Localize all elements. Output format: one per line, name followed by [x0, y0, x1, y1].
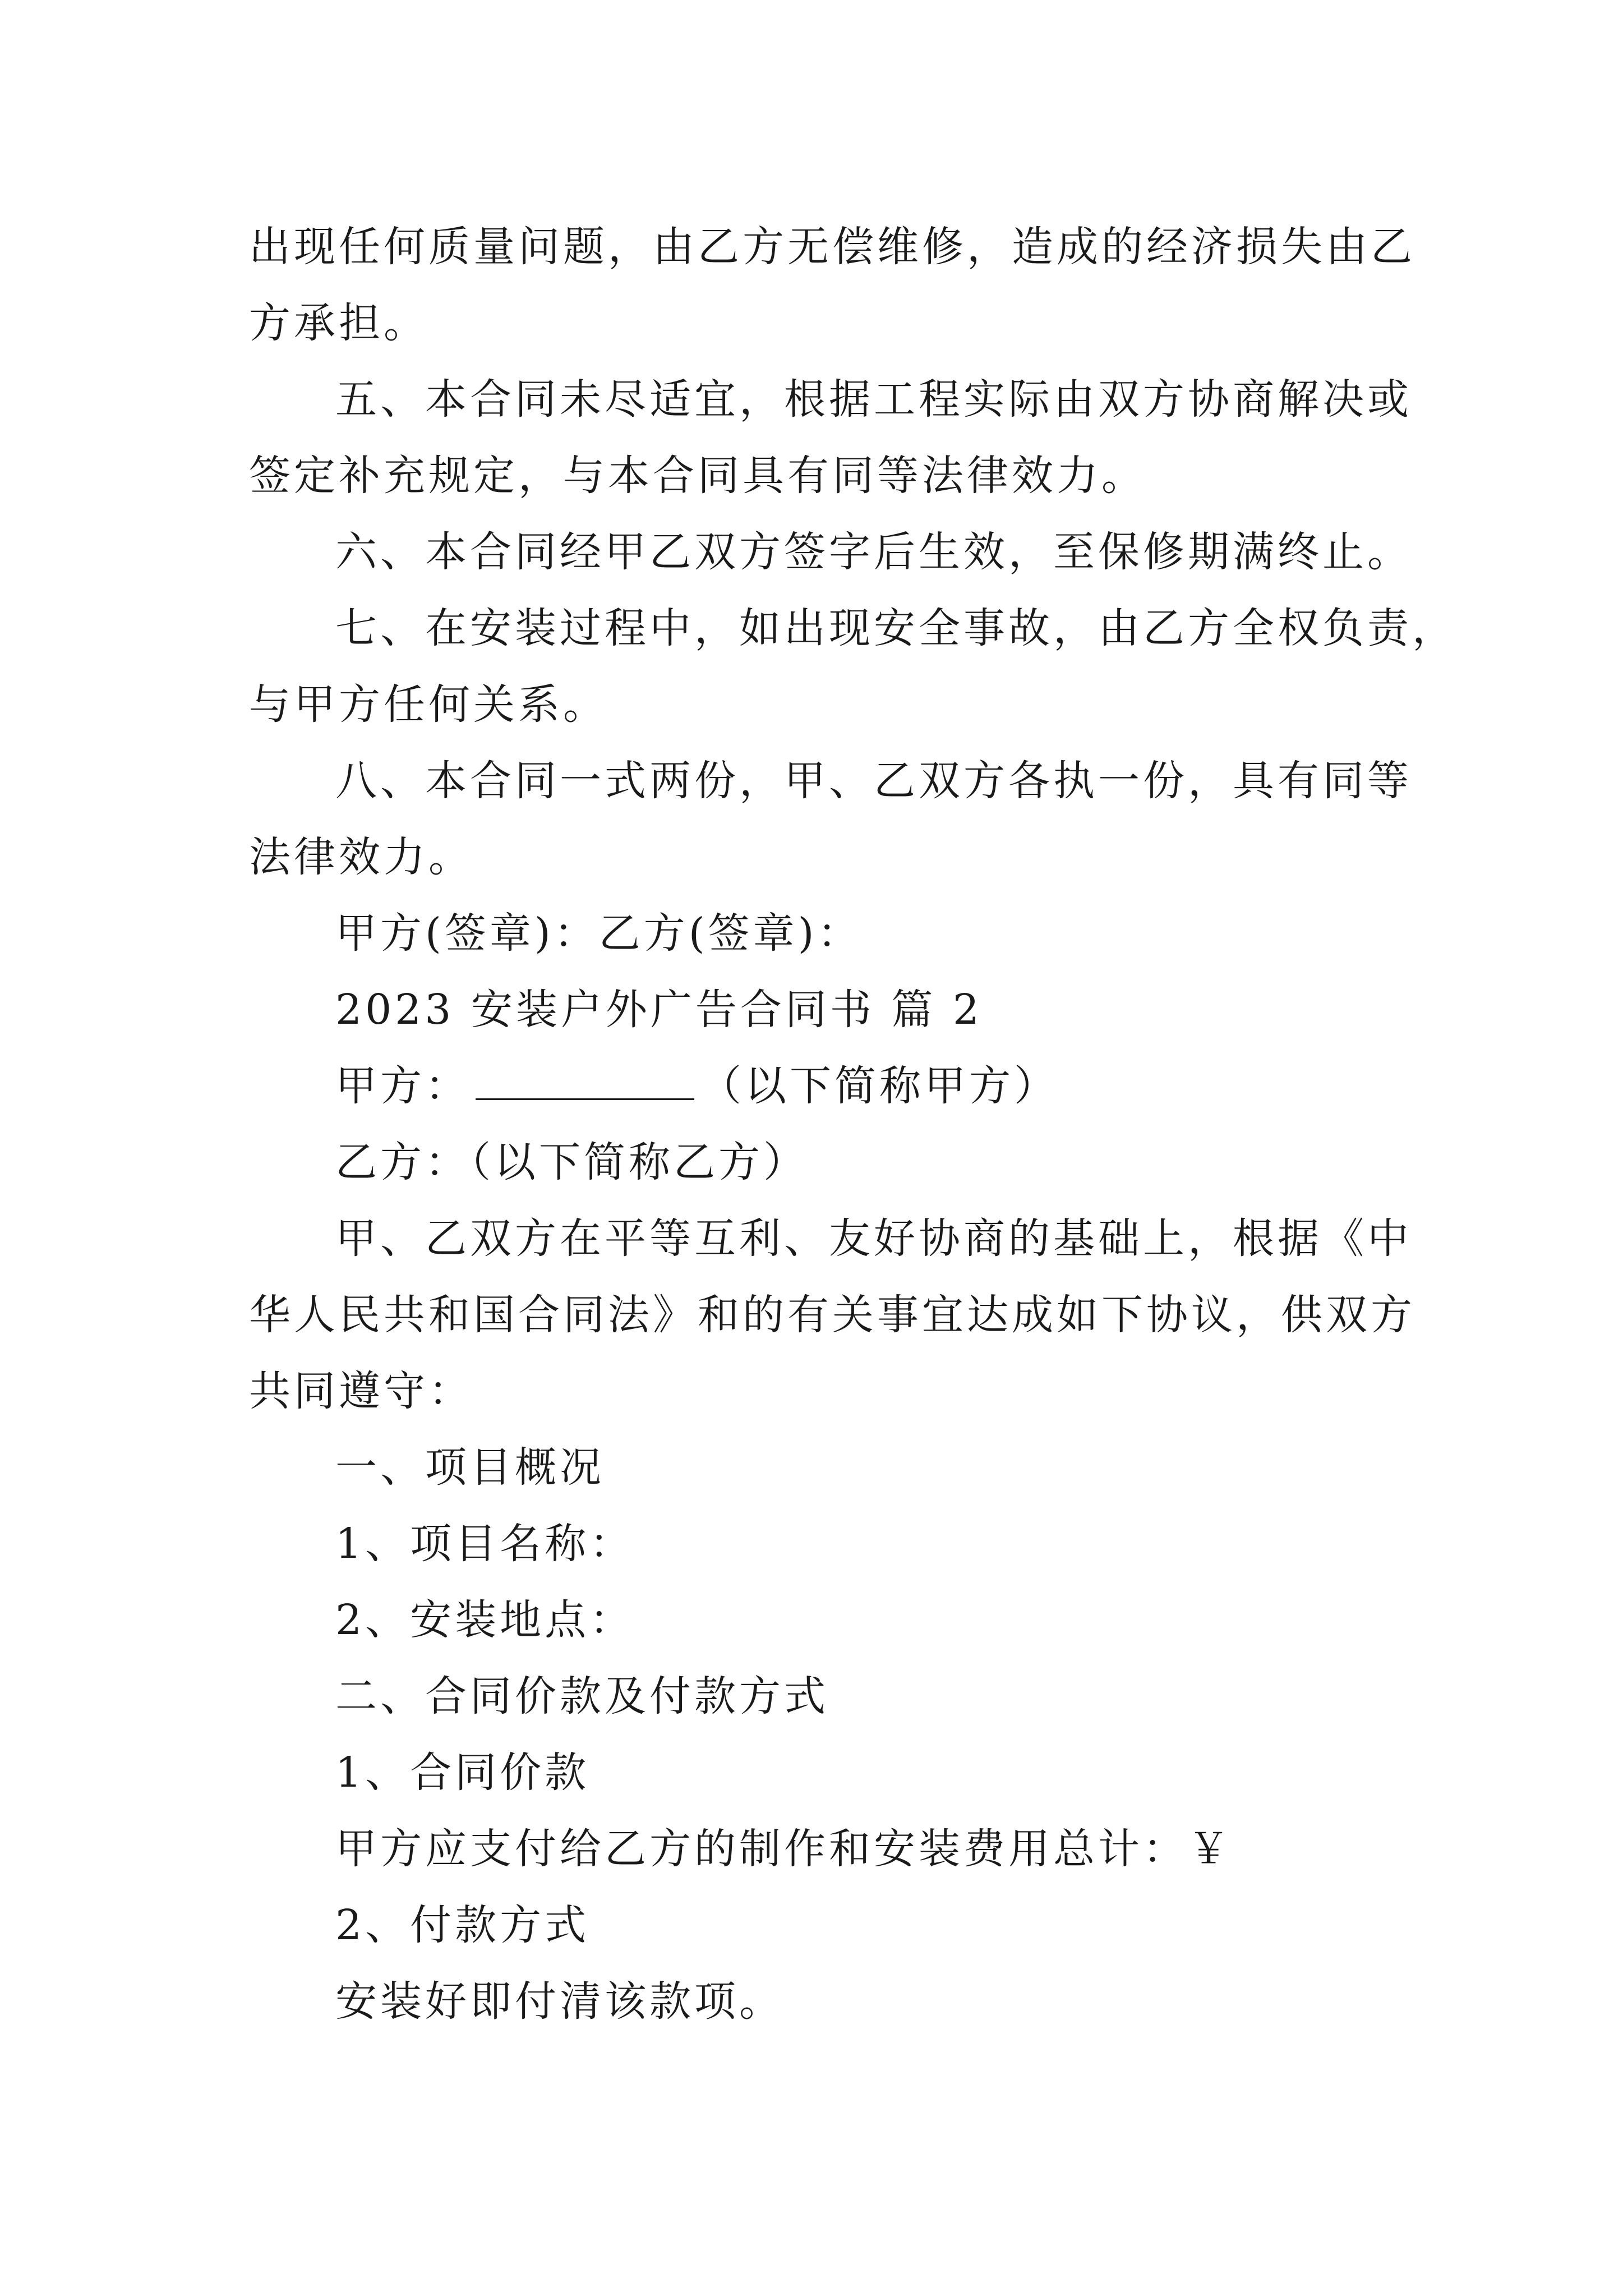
section-heading: 2023 安装户外广告合同书 篇 2 [335, 986, 983, 1034]
clause-seven: 七、在安装过程中，如出现安全事故，由乙方全权负责， [335, 604, 1457, 652]
party-a-label: 甲方： [335, 1062, 470, 1110]
paragraph-line: 签定补充规定，与本合同具有同等法律效力。 [249, 452, 1146, 500]
install-location-field: 2、安装地点： [335, 1596, 635, 1644]
party-a-suffix: （以下简称甲方） [700, 1062, 1059, 1110]
paragraph-line: 出现任何质量问题，由乙方无偿维修，造成的经济损失由乙 [249, 223, 1415, 271]
clause-five: 五、本合同未尽适宜，根据工程实际由双方协商解决或 [335, 375, 1412, 424]
preamble-line: 华人民共和国合同法》和的有关事宜达成如下协议，供双方 [249, 1291, 1415, 1339]
party-b-line: 乙方：（以下简称乙方） [335, 1138, 808, 1186]
signature-line: 甲方(签章)：乙方(签章)： [335, 909, 863, 958]
payment-method-text: 安装好即付清该款项。 [335, 1977, 784, 2026]
section-project-overview: 一、项目概况 [335, 1443, 605, 1492]
contract-price-heading: 1、合同价款 [335, 1749, 590, 1797]
preamble-line: 甲、乙双方在平等互利、友好协商的基础上，根据《中 [335, 1214, 1412, 1263]
section-price-payment: 二、合同价款及付款方式 [335, 1672, 829, 1720]
project-name-field: 1、项目名称： [335, 1520, 635, 1568]
paragraph-line: 法律效力。 [249, 833, 473, 881]
paragraph-line: 与甲方任何关系。 [249, 680, 608, 729]
document-body [249, 209, 1457, 2040]
clause-six: 六、本合同经甲乙双方签字后生效，至保修期满终止。 [335, 528, 1412, 576]
preamble-line: 共同遵守： [249, 1367, 473, 1415]
payment-method-heading: 2、付款方式 [335, 1901, 590, 1949]
party-a-blank [476, 1059, 694, 1100]
paragraph-line: 方承担。 [249, 299, 428, 347]
clause-eight: 八、本合同一式两份，甲、乙双方各执一份，具有同等 [335, 757, 1412, 805]
total-fee-line: 甲方应支付给乙方的制作和安装费用总计：￥ [335, 1825, 1233, 1873]
party-a-line [249, 1048, 1385, 1124]
